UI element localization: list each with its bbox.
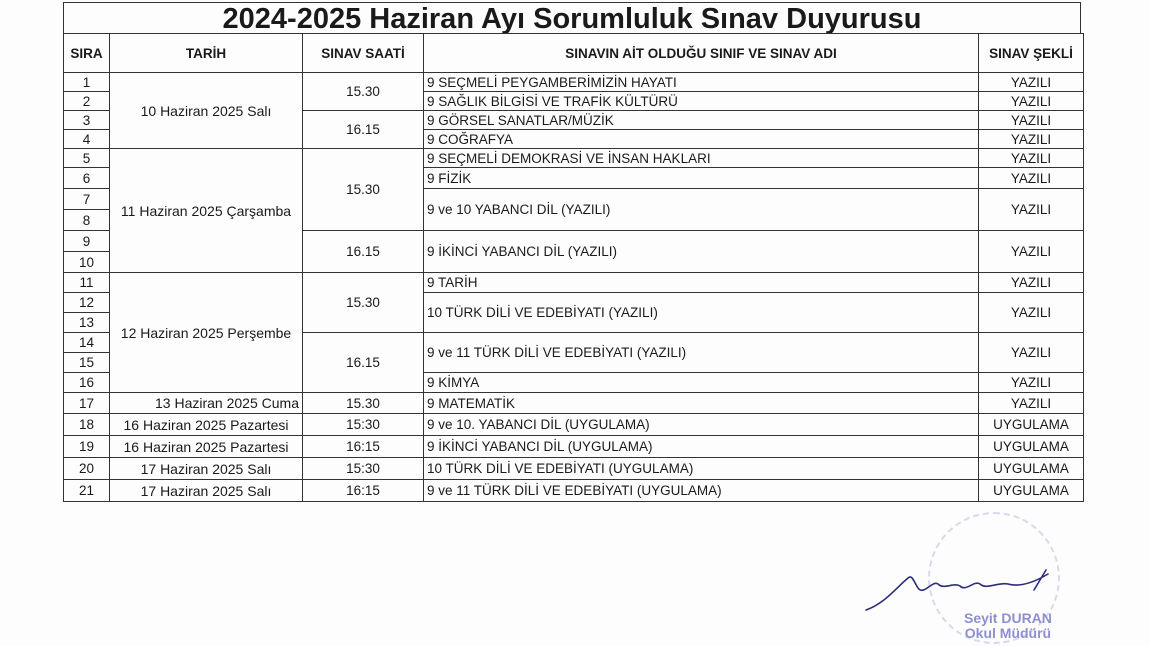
exam-subject: 9 SEÇMELİ DEMOKRASİ VE İNSAN HAKLARI: [424, 149, 979, 168]
exam-time: 15.30: [303, 149, 424, 231]
exam-time: 15:30: [303, 414, 424, 436]
row-number: 19: [64, 436, 110, 458]
row-number: 10: [64, 252, 110, 273]
row-number: 3: [64, 111, 110, 130]
signer-role: Okul Müdürü: [964, 625, 1052, 641]
exam-date: 17 Haziran 2025 Salı: [110, 458, 303, 480]
exam-type: YAZILI: [979, 393, 1084, 414]
table-row: [64, 436, 1084, 458]
exam-subject: 9 TARİH: [424, 273, 979, 293]
exam-type: UYGULAMA: [979, 436, 1084, 458]
exam-subject: 9 SAĞLIK BİLGİSİ VE TRAFİK KÜLTÜRÜ: [424, 92, 979, 111]
page-title: 2024-2025 Haziran Ayı Sorumluluk Sınav Duyurusu: [63, 2, 1081, 33]
exam-subject: 9 GÖRSEL SANATLAR/MÜZİK: [424, 111, 979, 130]
exam-time: 16.15: [303, 111, 424, 149]
signer-name: Seyit DURAN: [964, 610, 1052, 626]
exam-date: 16 Haziran 2025 Pazartesi: [110, 436, 303, 458]
exam-type: UYGULAMA: [979, 414, 1084, 436]
signer-block: [964, 611, 1052, 641]
exam-subject: 10 TÜRK DİLİ VE EDEBİYATI (UYGULAMA): [424, 458, 979, 480]
row-number: 4: [64, 130, 110, 149]
exam-subject: 9 ve 11 TÜRK DİLİ VE EDEBİYATI (YAZILI): [424, 333, 979, 373]
row-number: 8: [64, 210, 110, 231]
row-number: 20: [64, 458, 110, 480]
exam-subject: 9 İKİNCİ YABANCI DİL (YAZILI): [424, 231, 979, 273]
row-number: 5: [64, 149, 110, 168]
exam-subject: 9 MATEMATİK: [424, 393, 979, 414]
row-number: 7: [64, 189, 110, 210]
exam-date: 12 Haziran 2025 Perşembe: [110, 273, 303, 393]
exam-type: UYGULAMA: [979, 480, 1084, 502]
exam-date: 11 Haziran 2025 Çarşamba: [110, 149, 303, 273]
exam-type: YAZILI: [979, 149, 1084, 168]
row-number: 18: [64, 414, 110, 436]
exam-subject: 9 FİZİK: [424, 168, 979, 189]
row-number: 1: [64, 73, 110, 92]
exam-time: 16.15: [303, 231, 424, 273]
exam-type: YAZILI: [979, 92, 1084, 111]
exam-time: 15.30: [303, 393, 424, 414]
exam-subject: 9 ve 10 YABANCI DİL (YAZILI): [424, 189, 979, 231]
row-number: 12: [64, 293, 110, 313]
row-number: 14: [64, 333, 110, 353]
table-row: [64, 73, 1084, 92]
row-number: 21: [64, 480, 110, 502]
exam-subject: 9 ve 10. YABANCI DİL (UYGULAMA): [424, 414, 979, 436]
row-number: 16: [64, 373, 110, 393]
exam-type: YAZILI: [979, 168, 1084, 189]
exam-type: YAZILI: [979, 333, 1084, 373]
table-row: [64, 480, 1084, 502]
row-number: 13: [64, 313, 110, 333]
table-row: [64, 273, 1084, 293]
exam-time: 16:15: [303, 480, 424, 502]
exam-time: 15.30: [303, 273, 424, 333]
exam-subject: 9 SEÇMELİ PEYGAMBERİMİZİN HAYATI: [424, 73, 979, 92]
exam-time: 15.30: [303, 73, 424, 111]
row-number: 15: [64, 353, 110, 373]
exam-subject: 10 TÜRK DİLİ VE EDEBİYATI (YAZILI): [424, 293, 979, 333]
exam-type: YAZILI: [979, 273, 1084, 293]
header-saat: SINAV SAATİ: [303, 34, 424, 73]
table-row: [64, 414, 1084, 436]
table-row: [64, 458, 1084, 480]
exam-schedule-table: [63, 33, 1084, 502]
table-header-row: [64, 34, 1084, 73]
row-number: 2: [64, 92, 110, 111]
exam-type: YAZILI: [979, 189, 1084, 231]
header-sekil: SINAV ŞEKLİ: [979, 34, 1084, 73]
row-number: 17: [64, 393, 110, 414]
exam-time: 16:15: [303, 436, 424, 458]
exam-date: 10 Haziran 2025 Salı: [110, 73, 303, 149]
exam-time: 15:30: [303, 458, 424, 480]
exam-subject: 9 ve 11 TÜRK DİLİ VE EDEBİYATI (UYGULAMA): [424, 480, 979, 502]
exam-subject: 9 KİMYA: [424, 373, 979, 393]
exam-type: YAZILI: [979, 73, 1084, 92]
exam-type: UYGULAMA: [979, 458, 1084, 480]
table-row: [64, 149, 1084, 168]
exam-subject: 9 İKİNCİ YABANCI DİL (UYGULAMA): [424, 436, 979, 458]
exam-type: YAZILI: [979, 293, 1084, 333]
exam-time: 16.15: [303, 333, 424, 393]
exam-type: YAZILI: [979, 130, 1084, 149]
exam-type: YAZILI: [979, 231, 1084, 273]
exam-date: 16 Haziran 2025 Pazartesi: [110, 414, 303, 436]
exam-date: 17 Haziran 2025 Salı: [110, 480, 303, 502]
exam-date: 13 Haziran 2025 Cuma: [110, 393, 303, 414]
header-tarih: TARİH: [110, 34, 303, 73]
row-number: 11: [64, 273, 110, 293]
exam-subject: 9 COĞRAFYA: [424, 130, 979, 149]
exam-type: YAZILI: [979, 373, 1084, 393]
header-sira: SIRA: [64, 34, 110, 73]
row-number: 6: [64, 168, 110, 189]
header-ders: SINAVIN AİT OLDUĞU SINIF VE SINAV ADI: [424, 34, 979, 73]
exam-type: YAZILI: [979, 111, 1084, 130]
table-row: [64, 393, 1084, 414]
row-number: 9: [64, 231, 110, 252]
